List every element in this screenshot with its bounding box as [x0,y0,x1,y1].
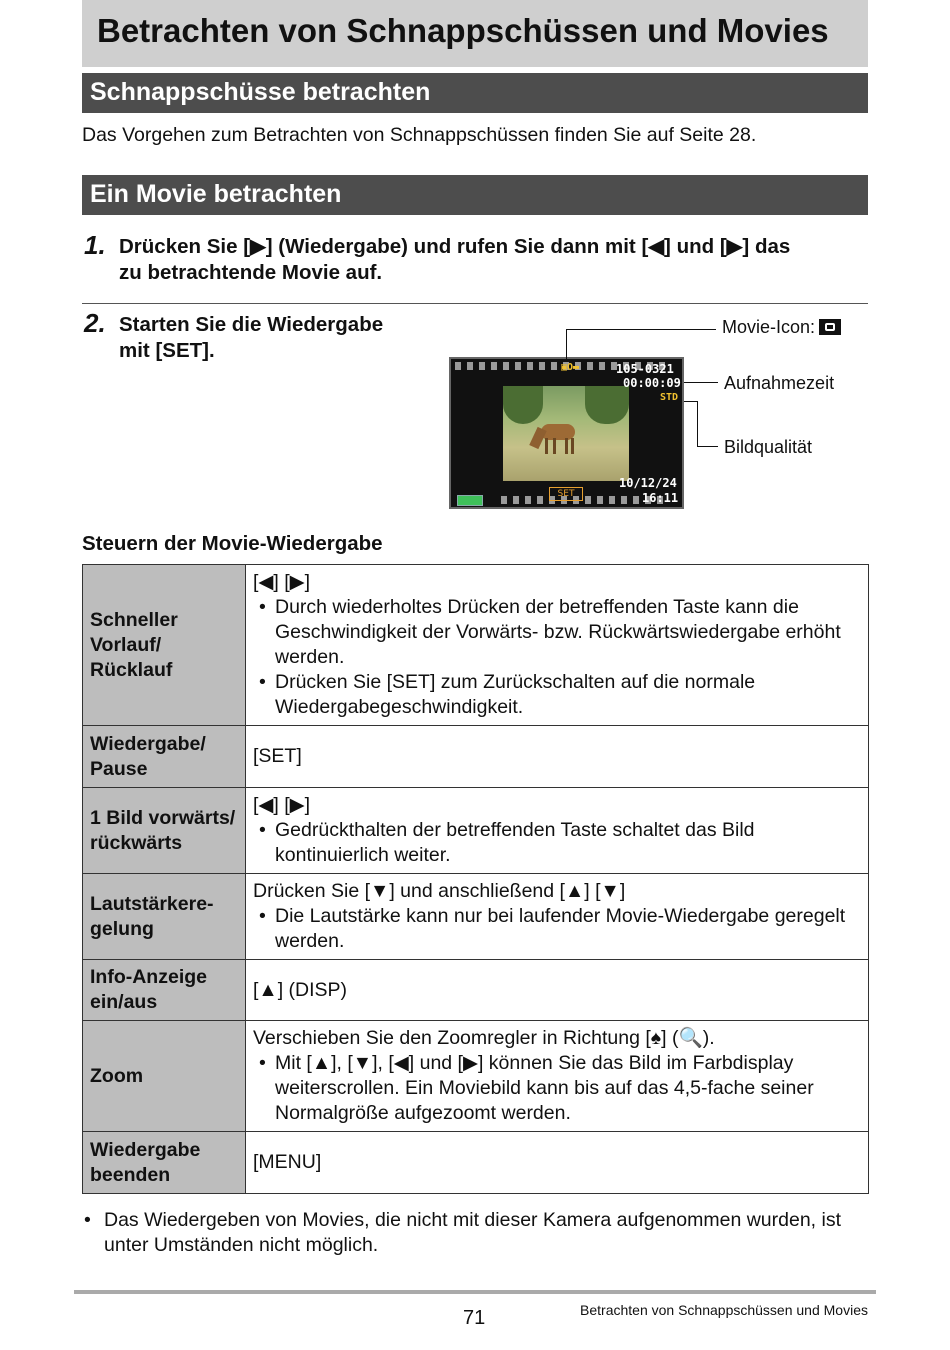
control-description [246,565,869,726]
section-heading-snapshots: Schnappschüsse betrachten [82,73,868,113]
page-title: Betrachten von Schnappschüssen und Movies [82,0,868,67]
control-keys: [▲] (DISP) [253,978,348,1001]
step-1-line-1: Drücken Sie [▶] (Wiedergabe) und rufen Sie dann mit [◀] und [▶] das [119,235,791,258]
callout-line-record-time [684,382,718,383]
control-label: Schneller Vorlauf/ Rücklauf [83,565,246,726]
control-label: Zoom [83,1021,246,1132]
step-2-line-1: Starten Sie die Wiedergabe [119,313,384,336]
movie-key-icon: ▣O▬ [561,362,580,373]
control-bullet: • Mit [▲], [▼], [◀] und [▶] können Sie das Bild im Farbdisplay weiterscrollen. Ein Moviebild kann bis auf das 4,5-fache seiner Normalgröße aufgezoomt werden. [253,1051,860,1126]
control-keys: [MENU] [253,1151,322,1173]
step-2-number: 2. [84,308,106,338]
control-bullet: • Durch wiederholtes Drücken der betreffenden Taste kann die Geschwindigkeit der Vorwärts- bzw. Rückwärtswiedergabe erhöht werden. [253,595,860,670]
deer-photo [503,386,629,481]
control-bullet: • Gedrückthalten der betreffenden Taste schaltet das Bild kontinuierlich weiter. [253,818,860,868]
step-1-line-2: zu betrachtende Movie auf. [119,261,383,284]
step-1-number: 1. [84,230,106,260]
footer-rule [74,1290,876,1294]
control-description [246,874,869,960]
screen-file-number: 105-0321 [616,362,674,376]
control-keys: [◀] [▶] [253,794,311,816]
callout-line-quality-horizontal [697,446,718,447]
control-description [246,1021,869,1132]
step-1-text [119,234,790,286]
control-description [246,1132,869,1194]
callout-image-quality: Bildqualität [724,437,813,457]
screen-clock: 16:11 [642,491,679,505]
control-description [246,726,869,788]
page-number: 71 [463,1307,486,1329]
control-description [246,960,869,1021]
callout-record-time: Aufnahmezeit [724,373,835,393]
control-label: Lautstärkere-gelung [83,874,246,960]
table-row [83,960,869,1021]
control-keys: Verschieben Sie den Zoomregler in Richtung [♠] (🔍). [253,1027,715,1049]
control-bullet: • Die Lautstärke kann nur bei laufender Movie-Wiedergabe geregelt werden. [253,904,860,954]
screen-set-badge: SET [549,487,583,501]
table-row [83,1021,869,1132]
control-label: Wiedergabe/ Pause [83,726,246,788]
controls-heading: Steuern der Movie-Wiedergabe [82,532,383,555]
control-keys: Drücken Sie [▼] und anschließend [▲] [▼] [253,880,626,902]
table-row [83,874,869,960]
running-footer-title: Betrachten von Schnappschüssen und Movies [580,1302,868,1318]
step-2-line-2: mit [SET]. [119,339,215,362]
table-row [83,565,869,726]
film-strip-bottom [451,495,732,505]
callout-movie-icon-label: Movie-Icon: [722,317,816,337]
movie-icon [819,319,841,335]
table-row [83,788,869,874]
controls-table [82,564,869,1194]
callout-line-quality-stub [684,401,698,402]
screen-quality: STD [660,392,679,403]
control-label: Info-Anzeige ein/aus [83,960,246,1021]
step-divider [82,303,868,304]
control-description [246,788,869,874]
table-row [83,726,869,788]
control-label: Wiedergabe beenden [83,1132,246,1194]
snapshots-intro-text: Das Vorgehen zum Betrachten von Schnappschüssen finden Sie auf Seite 28. [82,124,757,146]
callout-line-movie-vertical [566,329,567,359]
step-2-text [119,312,383,364]
control-label: 1 Bild vorwärts/ rückwärts [83,788,246,874]
table-row [83,1132,869,1194]
control-keys: [SET] [253,745,302,767]
compatibility-note: • Das Wiedergeben von Movies, die nicht mit dieser Kamera aufgenommen wurden, ist unter Umständen nicht möglich. [84,1208,874,1258]
callout-movie-icon [722,317,841,338]
screen-date: 10/12/24 [619,476,677,490]
section-heading-movie: Ein Movie betrachten [82,175,868,215]
callout-line-movie-horizontal [566,329,716,330]
control-bullet: • Drücken Sie [SET] zum Zurückschalten auf die normale Wiedergabegeschwindigkeit. [253,670,860,720]
control-keys: [◀] [▶] [253,571,311,593]
camera-screen-illustration [449,357,684,509]
battery-icon [457,495,483,506]
callout-line-quality-vertical [697,401,698,447]
screen-record-time: 00:00:09 [623,376,681,390]
